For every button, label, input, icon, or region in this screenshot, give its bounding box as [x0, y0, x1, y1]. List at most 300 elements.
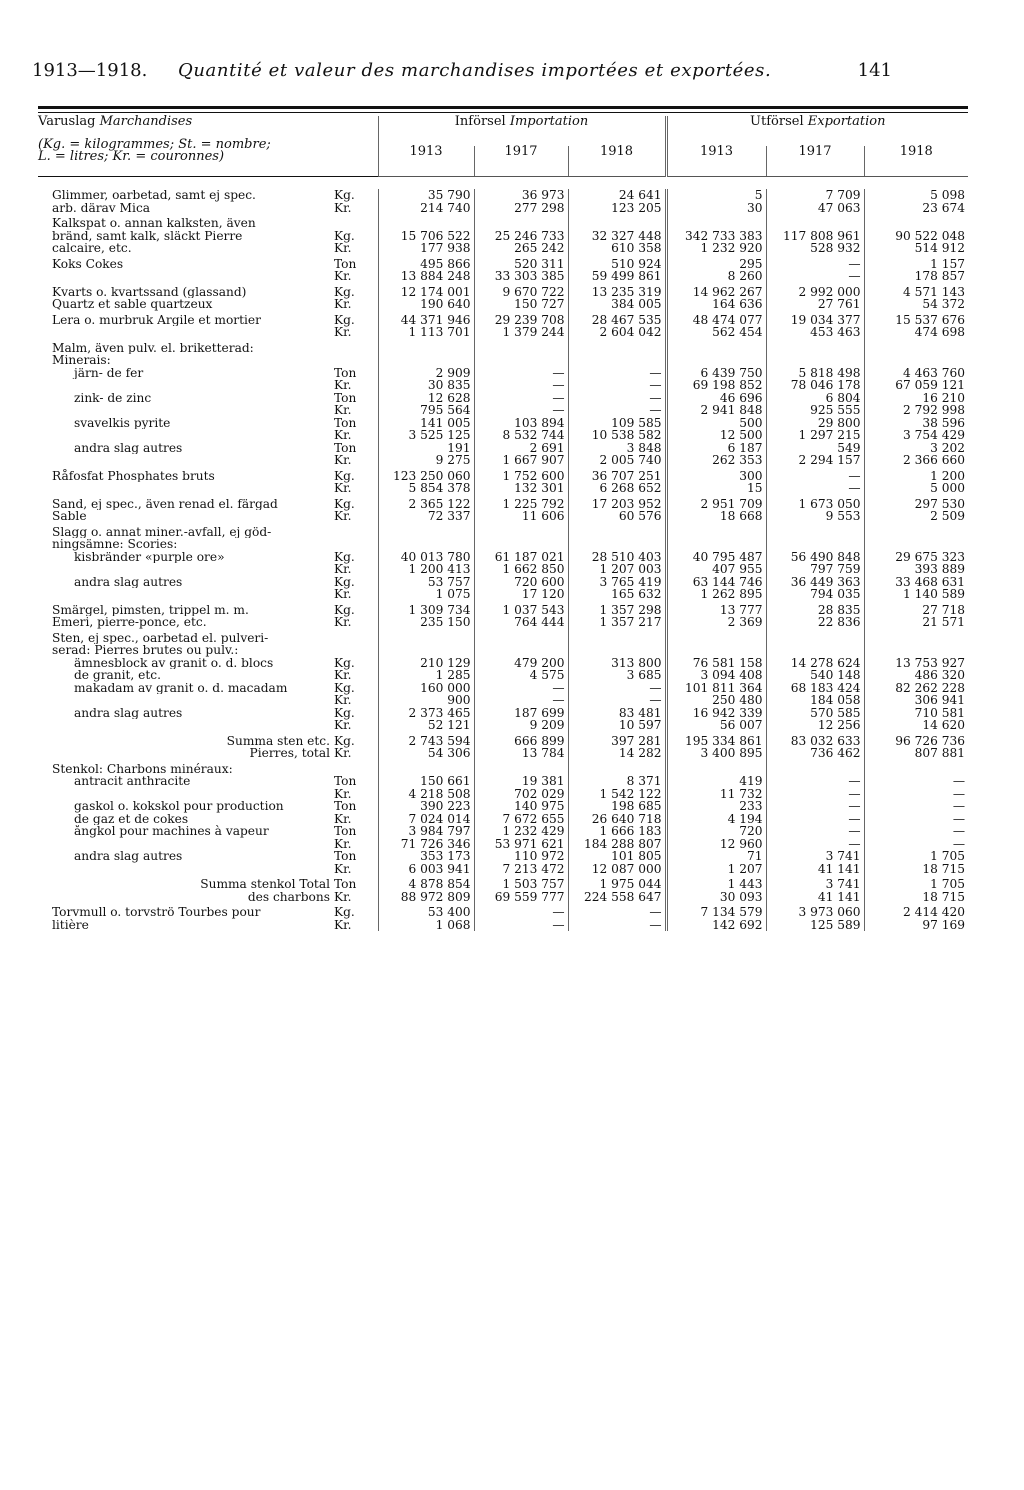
value-cell: 3 741: [766, 875, 864, 891]
table-row: [38, 326, 968, 339]
row-label: Pierres, total: [249, 747, 330, 760]
row-unit: Ton: [334, 877, 357, 891]
value-cell: 69 198 852: [666, 379, 766, 392]
row-label: [38, 404, 334, 417]
year-header: 1913: [666, 146, 766, 177]
value-cell: 101 805: [568, 850, 666, 863]
value-cell: [474, 644, 568, 657]
value-cell: 90 522 048: [864, 230, 968, 243]
value-cell: 191: [378, 442, 474, 455]
value-cell: 1 503 757: [474, 875, 568, 891]
row-unit: Kr.: [334, 269, 352, 283]
value-cell: 2 369: [666, 616, 766, 629]
value-cell: 520 311: [474, 255, 568, 271]
value-cell: [766, 760, 864, 776]
value-cell: 88 972 809: [378, 891, 474, 904]
value-cell: 30 835: [378, 379, 474, 392]
header-title: Quantité et valeur des marchandises importées et exportées.: [178, 60, 772, 81]
value-cell: 210 129: [378, 657, 474, 670]
table-row: [38, 875, 968, 891]
table-row: [38, 644, 968, 657]
value-cell: 2 691: [474, 442, 568, 455]
value-cell: 18 715: [864, 891, 968, 904]
value-cell: 117 808 961: [766, 230, 864, 243]
row-label: [38, 270, 334, 283]
value-cell: 141 005: [378, 417, 474, 430]
row-unit: Kg.: [334, 680, 355, 695]
table-body: [38, 189, 968, 931]
row-label: [38, 563, 334, 576]
value-cell: 297 530: [864, 495, 968, 511]
value-cell: [864, 354, 968, 367]
value-cell: 702 029: [474, 788, 568, 801]
value-cell: 1 667 907: [474, 454, 568, 467]
value-cell: 10 538 582: [568, 429, 666, 442]
value-cell: 10 597: [568, 719, 666, 732]
value-cell: 2 951 709: [666, 495, 766, 511]
value-cell: 33 303 385: [474, 270, 568, 283]
value-cell: 306 941: [864, 694, 968, 707]
value-cell: 123 250 060: [378, 467, 474, 483]
value-cell: 2 604 042: [568, 326, 666, 339]
table-row: [38, 404, 968, 417]
value-cell: [864, 644, 968, 657]
value-cell: 32 327 448: [568, 230, 666, 243]
value-cell: 9 553: [766, 510, 864, 523]
value-cell: —: [474, 404, 568, 417]
value-cell: —: [766, 775, 864, 788]
value-cell: —: [766, 800, 864, 813]
desc-heading: Varuslag: [38, 114, 96, 129]
value-cell: 101 811 364: [666, 682, 766, 695]
value-cell: 1 309 734: [378, 601, 474, 617]
value-cell: 393 889: [864, 563, 968, 576]
value-cell: 1 113 701: [378, 326, 474, 339]
value-cell: 11 606: [474, 510, 568, 523]
value-cell: 2 743 594: [378, 732, 474, 748]
value-cell: 224 558 647: [568, 891, 666, 904]
table-row: [38, 467, 968, 483]
value-cell: —: [568, 367, 666, 380]
table-row: [38, 891, 968, 904]
value-cell: 14 620: [864, 719, 968, 732]
row-unit: [334, 538, 378, 551]
value-cell: 13 235 319: [568, 283, 666, 299]
row-label: Koks Cokes: [52, 256, 124, 270]
value-cell: [864, 339, 968, 355]
table-row: [38, 669, 968, 682]
value-cell: 8 371: [568, 775, 666, 788]
value-cell: 4 463 760: [864, 367, 968, 380]
row-unit: Kg.: [334, 188, 355, 202]
value-cell: 353 173: [378, 850, 474, 863]
value-cell: [474, 354, 568, 367]
value-cell: 16 942 339: [666, 707, 766, 720]
value-cell: 30: [666, 202, 766, 215]
value-cell: 540 148: [766, 669, 864, 682]
value-cell: 17 120: [474, 588, 568, 601]
value-cell: —: [766, 825, 864, 838]
table-row: [38, 298, 968, 311]
value-cell: —: [474, 919, 568, 932]
value-cell: 1 207: [666, 863, 766, 876]
value-cell: 2 509: [864, 510, 968, 523]
header-rule-thin: [38, 112, 968, 113]
value-cell: 48 474 077: [666, 311, 766, 327]
value-cell: 38 596: [864, 417, 968, 430]
page-number: 141: [857, 60, 892, 81]
value-cell: 12 174 001: [378, 283, 474, 299]
table-row: [38, 694, 968, 707]
row-label: zink- de zinc: [74, 391, 152, 404]
year-header: 1917: [474, 146, 568, 177]
value-cell: 71: [666, 850, 766, 863]
value-cell: 300: [666, 467, 766, 483]
value-cell: 103 894: [474, 417, 568, 430]
value-cell: —: [766, 813, 864, 826]
row-unit: Kr.: [334, 403, 352, 417]
value-cell: [378, 629, 474, 645]
value-cell: 54 306: [378, 747, 474, 760]
row-unit: Kg.: [334, 602, 355, 617]
value-cell: 3 685: [568, 669, 666, 682]
table-row: [38, 255, 968, 271]
table-row: [38, 523, 968, 539]
year-header: 1913: [378, 146, 474, 177]
value-cell: 40 795 487: [666, 551, 766, 564]
value-cell: —: [864, 813, 968, 826]
value-cell: 419: [666, 775, 766, 788]
value-cell: 11 732: [666, 788, 766, 801]
value-cell: 184 288 807: [568, 838, 666, 851]
value-cell: —: [766, 838, 864, 851]
value-cell: 23 674: [864, 202, 968, 215]
value-cell: 125 589: [766, 919, 864, 932]
row-unit: Kr.: [334, 297, 352, 311]
table-row: [38, 760, 968, 776]
value-cell: 1 705: [864, 850, 968, 863]
row-unit: Kg.: [334, 228, 355, 243]
value-cell: 15 706 522: [378, 230, 474, 243]
value-cell: 5: [666, 189, 766, 202]
value-cell: —: [474, 367, 568, 380]
value-cell: 13 784: [474, 747, 568, 760]
value-cell: 150 727: [474, 298, 568, 311]
row-unit: Kr.: [334, 811, 352, 826]
value-cell: 313 800: [568, 657, 666, 670]
value-cell: 63 144 746: [666, 576, 766, 589]
value-cell: 764 444: [474, 616, 568, 629]
value-cell: 15 537 676: [864, 311, 968, 327]
value-cell: 41 141: [766, 863, 864, 876]
value-cell: 46 696: [666, 392, 766, 405]
value-cell: —: [766, 788, 864, 801]
value-cell: 4 878 854: [378, 875, 474, 891]
value-cell: —: [568, 404, 666, 417]
row-label: Stenkol: Charbons minéraux:: [52, 761, 233, 775]
row-label: Sten, ej spec., oarbetad el. pulveri-: [52, 630, 269, 644]
value-cell: [864, 523, 968, 539]
row-unit: Ton: [334, 256, 357, 271]
value-cell: 53 757: [378, 576, 474, 589]
row-unit: Kg.: [334, 312, 355, 327]
value-cell: 384 005: [568, 298, 666, 311]
row-unit: [334, 214, 378, 230]
value-cell: 56 490 848: [766, 551, 864, 564]
row-label: ämnesblock av granit o. d. blocs: [74, 656, 274, 669]
row-unit: Kg.: [334, 705, 355, 720]
table-row: [38, 616, 968, 629]
row-label: Glimmer, oarbetad, samt ej spec.: [52, 189, 256, 202]
value-cell: —: [864, 838, 968, 851]
value-cell: [378, 354, 474, 367]
value-cell: 110 972: [474, 850, 568, 863]
value-cell: 390 223: [378, 800, 474, 813]
row-unit: Ton: [334, 799, 357, 813]
value-cell: —: [864, 825, 968, 838]
value-cell: 28 510 403: [568, 551, 666, 564]
value-cell: 1 037 543: [474, 601, 568, 617]
value-cell: 28 835: [766, 601, 864, 617]
table-row: [38, 311, 968, 327]
row-unit: Kr.: [334, 889, 352, 904]
row-unit: Ton: [334, 390, 357, 405]
row-unit: Kr.: [334, 786, 352, 801]
row-label: Kvarts o. kvartssand (glassand): [52, 284, 247, 298]
value-cell: 2 294 157: [766, 454, 864, 467]
value-cell: 83 032 633: [766, 732, 864, 748]
value-cell: —: [474, 379, 568, 392]
value-cell: 14 962 267: [666, 283, 766, 299]
value-cell: 807 881: [864, 747, 968, 760]
value-cell: 900: [378, 694, 474, 707]
value-cell: 5 098: [864, 189, 968, 202]
value-cell: [666, 354, 766, 367]
value-cell: 9 275: [378, 454, 474, 467]
value-cell: 5 818 498: [766, 367, 864, 380]
row-label: [38, 788, 334, 801]
value-cell: 1 357 298: [568, 601, 666, 617]
row-unit: Kg.: [334, 733, 355, 748]
value-cell: 214 740: [378, 202, 474, 215]
row-unit: Kr.: [334, 325, 352, 339]
value-cell: 474 698: [864, 326, 968, 339]
row-label: [38, 429, 334, 442]
export-group-header: Utförsel Exportation: [666, 116, 968, 146]
value-cell: —: [766, 270, 864, 283]
table-row: [38, 863, 968, 876]
value-cell: 29 239 708: [474, 311, 568, 327]
value-cell: 4 194: [666, 813, 766, 826]
value-cell: 666 899: [474, 732, 568, 748]
value-cell: 2 365 122: [378, 495, 474, 511]
value-cell: [864, 538, 968, 551]
value-cell: 13 777: [666, 601, 766, 617]
row-unit: Kr.: [334, 861, 352, 876]
value-cell: 53 400: [378, 903, 474, 919]
value-cell: 720 600: [474, 576, 568, 589]
row-unit: Ton: [334, 415, 357, 430]
table-row: [38, 588, 968, 601]
value-cell: 3 754 429: [864, 429, 968, 442]
row-unit: Kr.: [334, 428, 352, 442]
value-cell: 3 741: [766, 850, 864, 863]
row-unit: Kr.: [334, 668, 352, 682]
value-cell: [378, 339, 474, 355]
value-cell: 1 443: [666, 875, 766, 891]
page-header: [28, 60, 972, 86]
value-cell: 235 150: [378, 616, 474, 629]
value-cell: 295: [666, 255, 766, 271]
value-cell: 164 636: [666, 298, 766, 311]
year-header: 1918: [568, 146, 666, 177]
value-cell: 9 209: [474, 719, 568, 732]
row-unit: Ton: [334, 849, 357, 863]
value-cell: 28 467 535: [568, 311, 666, 327]
table-row: [38, 495, 968, 511]
value-cell: 69 559 777: [474, 891, 568, 904]
value-cell: 3 765 419: [568, 576, 666, 589]
value-cell: —: [474, 694, 568, 707]
row-label: andra slag autres: [74, 850, 183, 863]
row-unit: Kg.: [334, 905, 355, 919]
value-cell: 500: [666, 417, 766, 430]
value-cell: 407 955: [666, 563, 766, 576]
value-cell: 2 792 998: [864, 404, 968, 417]
value-cell: 160 000: [378, 682, 474, 695]
desc-units-line1: (Kg. = kilogrammes; St. = nombre;: [38, 136, 271, 152]
value-cell: 132 301: [474, 482, 568, 495]
value-cell: 3 973 060: [766, 903, 864, 919]
value-cell: 140 975: [474, 800, 568, 813]
row-unit: Kr.: [334, 615, 352, 629]
trade-table: [38, 116, 968, 931]
description-header: [38, 116, 378, 177]
value-cell: 53 971 621: [474, 838, 568, 851]
row-unit: [334, 760, 378, 776]
value-cell: 12 628: [378, 392, 474, 405]
value-cell: 342 733 383: [666, 230, 766, 243]
row-unit: [334, 644, 378, 657]
value-cell: 3 848: [568, 442, 666, 455]
value-cell: 18 715: [864, 863, 968, 876]
row-unit: Kr.: [334, 378, 352, 392]
value-cell: 6 804: [766, 392, 864, 405]
row-label: calcaire, etc.: [52, 242, 132, 255]
value-cell: 56 007: [666, 719, 766, 732]
value-cell: 549: [766, 442, 864, 455]
row-label: gaskol o. kokskol pour production: [74, 800, 284, 813]
row-unit: Kr.: [334, 746, 352, 760]
row-label: arb. därav Mica: [52, 201, 151, 214]
value-cell: 1 542 122: [568, 788, 666, 801]
value-cell: 13 884 248: [378, 270, 474, 283]
value-cell: 528 932: [766, 242, 864, 255]
value-cell: 736 462: [766, 747, 864, 760]
value-cell: 30 093: [666, 891, 766, 904]
row-label: Lera o. murbruk Argile et mortier: [52, 312, 261, 326]
value-cell: 60 576: [568, 510, 666, 523]
value-cell: [666, 214, 766, 230]
row-unit: Kr.: [334, 562, 352, 576]
value-cell: 8 260: [666, 270, 766, 283]
value-cell: —: [474, 392, 568, 405]
value-cell: [666, 523, 766, 539]
value-cell: 71 726 346: [378, 838, 474, 851]
table-row: [38, 242, 968, 255]
table-row: [38, 775, 968, 788]
value-cell: [766, 354, 864, 367]
row-label: Quartz et sable quartzeux: [52, 298, 213, 311]
value-cell: —: [568, 682, 666, 695]
row-unit: Kr.: [334, 200, 352, 215]
value-cell: [864, 214, 968, 230]
desc-units-line2: L. = litres; Kr. = couronnes): [38, 149, 225, 164]
value-cell: 610 358: [568, 242, 666, 255]
value-cell: 177 938: [378, 242, 474, 255]
row-label: ningsämne: Scories:: [52, 538, 178, 551]
value-cell: 1 232 429: [474, 825, 568, 838]
value-cell: 1 200: [864, 467, 968, 483]
table-row: [38, 800, 968, 813]
row-label: Smärgel, pimsten, trippel m. m.: [52, 602, 249, 616]
row-label: [38, 694, 334, 707]
table-row: [38, 629, 968, 645]
value-cell: —: [568, 694, 666, 707]
value-cell: 7 709: [766, 189, 864, 202]
value-cell: 5 854 378: [378, 482, 474, 495]
table-row: [38, 903, 968, 919]
row-unit: [334, 629, 378, 645]
value-cell: 795 564: [378, 404, 474, 417]
value-cell: 2 373 465: [378, 707, 474, 720]
value-cell: 397 281: [568, 732, 666, 748]
value-cell: [766, 629, 864, 645]
table-row: [38, 825, 968, 838]
value-cell: 54 372: [864, 298, 968, 311]
value-cell: —: [864, 800, 968, 813]
value-cell: 1 379 244: [474, 326, 568, 339]
value-cell: [568, 538, 666, 551]
row-unit: Kr.: [334, 241, 352, 255]
row-label: [38, 588, 334, 601]
value-cell: 68 183 424: [766, 682, 864, 695]
value-cell: 25 246 733: [474, 230, 568, 243]
value-cell: 12 087 000: [568, 863, 666, 876]
row-unit: Ton: [334, 365, 357, 380]
value-cell: 570 585: [766, 707, 864, 720]
row-label: [38, 863, 334, 876]
value-cell: 1 662 850: [474, 563, 568, 576]
value-cell: 486 320: [864, 669, 968, 682]
row-label: [38, 482, 334, 495]
value-cell: 925 555: [766, 404, 864, 417]
row-label: Malm, även pulv. el. briketterad:: [52, 340, 254, 354]
value-cell: —: [766, 255, 864, 271]
value-cell: 150 661: [378, 775, 474, 788]
value-cell: 6 003 941: [378, 863, 474, 876]
value-cell: —: [474, 682, 568, 695]
value-cell: 21 571: [864, 616, 968, 629]
row-unit: Kg.: [334, 574, 355, 589]
value-cell: 1 200 413: [378, 563, 474, 576]
table-row: [38, 601, 968, 617]
value-cell: 7 134 579: [666, 903, 766, 919]
value-cell: 250 480: [666, 694, 766, 707]
table-row: [38, 482, 968, 495]
row-label: makadam av granit o. d. macadam: [74, 681, 288, 694]
desc-heading-fr: Marchandises: [99, 114, 193, 129]
